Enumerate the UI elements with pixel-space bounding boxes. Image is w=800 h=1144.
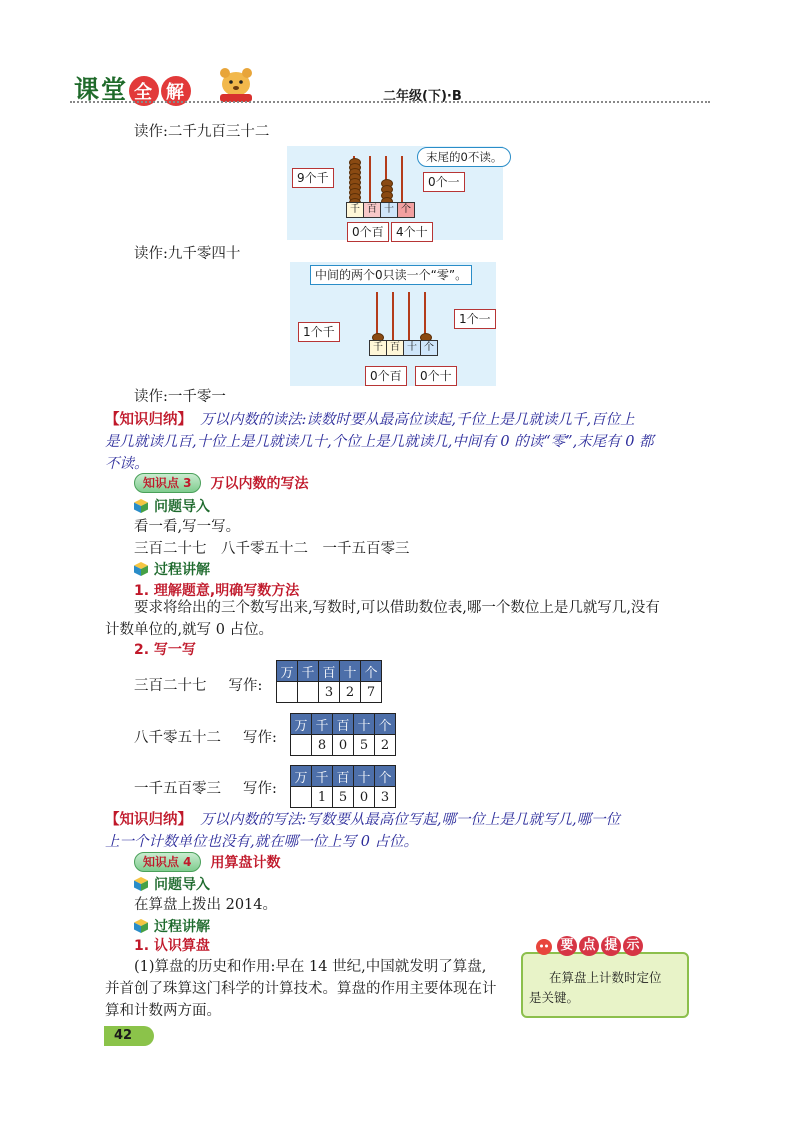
fig1-bottom-right: 4个十 (391, 222, 433, 242)
rod-ones (401, 156, 403, 202)
fig1-right-label: 0个一 (423, 172, 465, 192)
rod-hundreds (369, 156, 371, 202)
rod-tens (408, 292, 410, 340)
table-header-cell: 万 (291, 766, 312, 787)
table-header-cell: 千 (312, 766, 333, 787)
table-header-cell: 千 (298, 661, 319, 682)
table-header-cell: 百 (333, 714, 354, 735)
place-label: 十 (404, 341, 421, 355)
tip-line-2: 是关键。 (529, 990, 580, 1005)
fig1-bottom-left: 0个百 (347, 222, 389, 242)
intro-text-2: 三百二十七 八千零五十二 一千五百零三 (134, 541, 410, 557)
table-digit-cell: 5 (333, 787, 354, 808)
table-header-cell: 万 (277, 661, 298, 682)
table-header-cell: 千 (312, 714, 333, 735)
summary-1-line-2: 是几就读几百,十位上是几就读几十,个位上是几就读几,中间有 0 的读“零”,末尾有 0 都 (105, 434, 654, 450)
table-digit-cell (298, 682, 319, 703)
fig2-bottom-left: 0个百 (365, 366, 407, 386)
place-label: 个 (398, 203, 414, 217)
header-divider (70, 101, 710, 103)
kp3-title: 万以内数的写法 (210, 476, 309, 492)
intro-heading (134, 496, 210, 516)
table-header-cell: 百 (319, 661, 340, 682)
place-label: 千 (370, 341, 387, 355)
table-header-cell: 个 (375, 766, 396, 787)
abacus-figure-1 (287, 146, 503, 240)
step-1-title: 1. 理解题意,明确写数方法 (134, 583, 300, 599)
cube-icon (134, 562, 148, 576)
table-digit-cell: 8 (312, 735, 333, 756)
table-digit-cell (291, 787, 312, 808)
table-header-cell: 十 (354, 766, 375, 787)
table-header-cell: 十 (354, 714, 375, 735)
step-1-line-2: 计数单位的,就写 0 占位。 (105, 622, 274, 638)
table-header-cell: 十 (340, 661, 361, 682)
table-header-cell: 万 (291, 714, 312, 735)
kp3-tag: 知识点 3 (134, 473, 201, 493)
kp4-tag: 知识点 4 (134, 852, 201, 872)
summary-text: 万以内数的写法:写数要从最高位写起,哪一位上是几就写几,哪一位 (200, 812, 621, 828)
explain-label: 过程讲解 (154, 562, 210, 578)
fig2-banner: 中间的两个0只读一个“零”。 (310, 265, 472, 285)
table-2-prompt (134, 727, 277, 749)
tip-char: 点 (579, 936, 599, 956)
logo-circle-2: 解 (161, 76, 191, 106)
grade-label: 二年级(下)·B (383, 89, 462, 104)
write-label: 写作: (243, 781, 277, 797)
table-digit-cell: 7 (361, 682, 382, 703)
place-label: 千 (347, 203, 364, 217)
fox-mascot-icon (534, 936, 554, 956)
table-digit-cell: 3 (319, 682, 340, 703)
explain-label: 过程讲解 (154, 919, 210, 935)
table-header-cell: 百 (333, 766, 354, 787)
section-1-title: 1. 认识算盘 (134, 938, 210, 954)
reading-text-2: 读作:九千零四十 (134, 246, 241, 262)
summary-2-line-2: 上一个计数单位也没有,就在哪一位上写 0 占位。 (105, 834, 419, 850)
fig2-bottom-right: 0个十 (415, 366, 457, 386)
cube-icon (134, 499, 148, 513)
place-value-row-1 (346, 202, 415, 218)
rod-hundreds (392, 292, 394, 340)
number-words: 八千零五十二 (134, 730, 221, 746)
cube-icon (134, 919, 148, 933)
place-label: 百 (364, 203, 381, 217)
step-2-title: 2. 写一写 (134, 642, 196, 658)
knowledge-point-3 (134, 473, 309, 493)
kp4-title: 用算盘计数 (210, 855, 281, 871)
place-value-row-2 (369, 340, 438, 356)
summary-text: 万以内数的读法:读数时要从最高位读起,千位上是几就读几千,百位上 (200, 412, 635, 428)
table-digit-cell (277, 682, 298, 703)
intro-text-1: 看一看,写一写。 (134, 519, 241, 535)
place-label: 个 (421, 341, 437, 355)
table-digit-cell: 2 (375, 735, 396, 756)
reading-text-1: 读作:二千九百三十二 (134, 124, 270, 140)
table-digit-cell: 0 (354, 787, 375, 808)
logo-circle-1: 全 (129, 76, 159, 106)
tip-line-1: 在算盘上计数时定位 (549, 970, 662, 985)
cube-icon (134, 877, 148, 891)
table-digit-cell: 2 (340, 682, 361, 703)
table-3-prompt (134, 778, 277, 800)
write-label: 写作: (243, 730, 277, 746)
explain-heading-2 (134, 916, 210, 936)
summary-tag: 【知识归纳】 (105, 411, 192, 428)
paragraph-1-line-2: 并首创了珠算这门科学的计算技术。算盘的作用主要体现在计 (105, 981, 497, 997)
table-digit-cell: 1 (312, 787, 333, 808)
table-digit-cell: 0 (333, 735, 354, 756)
intro-heading-2 (134, 874, 210, 894)
tip-title (534, 936, 645, 956)
fig2-left-label: 1个千 (298, 322, 340, 342)
number-words: 一千五百零三 (134, 781, 221, 797)
place-value-table-2 (290, 713, 396, 756)
logo-text: 课堂 (74, 75, 129, 104)
fig1-bubble: 末尾的0不读。 (417, 147, 511, 167)
tip-char: 示 (623, 936, 643, 956)
number-words: 三百二十七 (134, 678, 207, 694)
table-1-prompt (134, 675, 262, 697)
table-digit-cell (291, 735, 312, 756)
paragraph-1-line-1: (1)算盘的历史和作用:早在 14 世纪,中国就发明了算盘, (134, 959, 487, 975)
abacus-figure-2 (290, 262, 496, 386)
paragraph-1-line-3: 算和计数两方面。 (105, 1003, 221, 1019)
intro-2-text: 在算盘上拨出 2014。 (134, 897, 278, 913)
tip-box (521, 952, 689, 1018)
step-1-line-1: 要求将给出的三个数写出来,写数时,可以借助数位表,哪一个数位上是几就写几,没有 (134, 600, 660, 616)
table-digit-cell: 3 (375, 787, 396, 808)
page-number: 42 (104, 1026, 154, 1046)
place-label: 百 (387, 341, 404, 355)
table-header-cell: 个 (361, 661, 382, 682)
summary-1-line-1 (105, 409, 635, 431)
summary-tag: 【知识归纳】 (105, 811, 192, 828)
summary-1-line-3: 不读。 (105, 456, 149, 472)
intro-label: 问题导入 (154, 877, 210, 893)
table-digit-cell: 5 (354, 735, 375, 756)
fig2-right-label: 1个一 (454, 309, 496, 329)
fig1-left-label: 9个千 (292, 168, 334, 188)
table-header-cell: 个 (375, 714, 396, 735)
place-value-table-1 (276, 660, 382, 703)
summary-2-line-1 (105, 809, 620, 831)
tip-char: 提 (601, 936, 621, 956)
knowledge-point-4 (134, 852, 281, 872)
place-value-table-3 (290, 765, 396, 808)
explain-heading (134, 559, 210, 579)
tip-char: 要 (557, 936, 577, 956)
reading-text-3: 读作:一千零一 (134, 389, 226, 405)
intro-label: 问题导入 (154, 499, 210, 515)
bear-mascot-icon (212, 62, 260, 102)
write-label: 写作: (228, 678, 263, 694)
place-label: 十 (381, 203, 398, 217)
